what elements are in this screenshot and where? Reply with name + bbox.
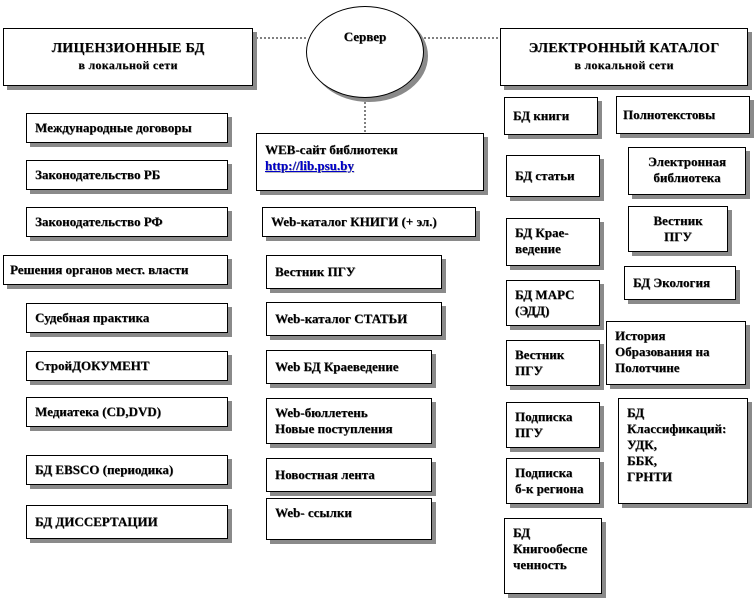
middle-item: [266, 458, 432, 492]
catalog-item: [506, 280, 600, 326]
catalog-item-label: Подписка б-к региона: [515, 465, 584, 496]
left-item: [26, 505, 228, 539]
catalog-item: [606, 321, 746, 385]
middle-item: [266, 498, 432, 540]
middle-item: [266, 302, 442, 336]
catalog-item-label: Подписка ПГУ: [515, 409, 573, 440]
left-item: [26, 113, 228, 143]
catalog-item-label: БД книги: [513, 108, 570, 123]
middle-item-label: Web-каталог КНИГИ (+ эл.): [271, 214, 437, 229]
middle-item: [262, 207, 476, 237]
catalog-item: [628, 147, 746, 195]
middle-item: [266, 398, 432, 444]
catalog-item-label: Вестник ПГУ: [515, 347, 565, 378]
licensed-db-header-title: ЛИЦЕНЗИОННЫЕ БД: [51, 41, 205, 56]
middle-item-label: Web-каталог СТАТЬИ: [275, 311, 408, 326]
licensed-db-header-subtitle: в локальной сети: [78, 58, 178, 72]
left-item-label: Судебная практика: [35, 310, 150, 325]
left-item-label: Законодательство РБ: [35, 167, 161, 182]
electronic-catalog-header-subtitle: в локальной сети: [574, 58, 674, 72]
left-item: [26, 303, 228, 333]
middle-item: [266, 350, 432, 384]
middle-item: [266, 255, 442, 289]
catalog-item: [506, 155, 600, 197]
website-box: [256, 133, 484, 191]
catalog-item-label: БД Экология: [633, 275, 710, 290]
catalog-item: [504, 97, 598, 135]
website-link[interactable]: http://lib.psu.by: [265, 158, 354, 173]
catalog-item: [506, 458, 600, 504]
licensed-db-header: [3, 28, 253, 86]
catalog-item: [628, 206, 728, 252]
middle-item-label: Новостная лента: [275, 467, 375, 482]
catalog-item-label: История Образования на Полотчине: [615, 328, 710, 375]
left-item-label: Медиатека (CD,DVD): [35, 404, 161, 419]
catalog-item-label: Электронная библиотека: [648, 154, 726, 185]
left-item: [26, 160, 228, 190]
server-label: Сервер: [343, 29, 387, 44]
left-item-label: БД EBSCO (периодика): [35, 462, 174, 477]
left-item-label: БД ДИССЕРТАЦИИ: [35, 514, 158, 529]
catalog-item-label: БД Крае- ведение: [515, 225, 569, 256]
catalog-item-label: БД Книгообеспе ченность: [513, 525, 588, 572]
catalog-item-label: БД МАРС (ЭДД): [515, 287, 575, 318]
left-item: [26, 207, 228, 237]
catalog-item: [624, 266, 736, 300]
left-item-label: СтройДОКУМЕНТ: [35, 358, 150, 373]
left-item: [26, 351, 228, 381]
catalog-item: [506, 340, 600, 386]
left-item: [3, 255, 228, 285]
catalog-item: [618, 398, 748, 504]
catalog-item: [616, 96, 750, 134]
website-title: WEB-сайт библиотеки: [265, 142, 398, 157]
catalog-item: [506, 402, 600, 448]
electronic-catalog-header: [500, 28, 748, 86]
middle-item-label: Вестник ПГУ: [275, 264, 356, 279]
middle-item-label: Web БД Краеведение: [275, 359, 399, 374]
middle-item-label: Web- ссылки: [275, 505, 352, 520]
catalog-item-label: БД Классификаций: УДК, ББК, ГРНТИ: [627, 405, 727, 484]
catalog-item: [506, 218, 600, 266]
electronic-catalog-header-title: ЭЛЕКТРОННЫЙ КАТАЛОГ: [528, 41, 720, 56]
left-item-label: Международные договоры: [35, 120, 192, 135]
catalog-item-label: Вестник ПГУ: [653, 213, 703, 244]
left-item-label: Законодательство РФ: [35, 214, 163, 229]
catalog-item: [504, 518, 602, 594]
left-item: [26, 397, 228, 427]
middle-item-label: Web-бюллетень Новые поступления: [275, 405, 393, 436]
left-item: [26, 455, 228, 485]
catalog-item-label: Полнотекстовы: [623, 107, 716, 122]
server-ellipse: [306, 6, 424, 98]
left-item-label: Решения органов мест. власти: [10, 262, 189, 277]
catalog-item-label: БД статьи: [515, 168, 575, 183]
